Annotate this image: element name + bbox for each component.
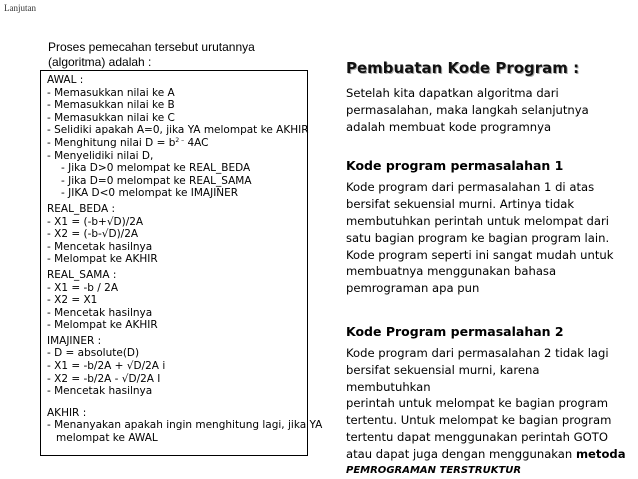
intro-line-1: Proses pemecahan tersebut urutannya: [48, 40, 255, 54]
branch-step: - Jika D=0 melompat ke REAL_SAMA: [61, 174, 252, 187]
paragraph-line: bersifat sekuensial murni. Artinya tidak: [346, 197, 575, 212]
imajiner-block: [47, 335, 301, 398]
branch-step: - JIKA D<0 melompat ke IMAJINER: [61, 187, 239, 200]
imajiner-step: - D = absolute(D): [47, 347, 140, 360]
paragraph-line: permasalahan, maka langkah selanjutnya: [346, 102, 589, 117]
paragraph-line: satu bagian program ke bagian program lain.: [346, 230, 610, 245]
paragraph-line: tertentu dapat menggunakan perintah GOTO: [346, 429, 608, 444]
section-2-paragraph: [346, 345, 626, 479]
paragraph-line: tertentu. Untuk melompat ke bagian program: [346, 413, 612, 428]
real-sama-step: - Mencetak hasilnya: [47, 306, 153, 319]
intro-paragraph: [346, 85, 626, 135]
discriminant-prefix: - Menghitung nilai D = b: [47, 136, 176, 149]
section-2-title: Kode Program permasalahan 2: [346, 323, 564, 339]
page-title: Pembuatan Kode Program :: [346, 59, 580, 77]
imajiner-step: - Mencetak hasilnya: [47, 385, 153, 398]
imajiner-step: - X1 = -b/2A + √D/2A i: [47, 360, 166, 373]
paragraph-line: pemrograman apa pun: [346, 281, 480, 296]
intro-line-2: (algoritma) adalah :: [48, 55, 152, 69]
paragraph-line: adalah membuat kode programnya: [346, 119, 552, 134]
real-sama-label: REAL_SAMA :: [47, 268, 117, 281]
real-sama-block: [47, 269, 301, 332]
paragraph-line: bersifat sekuensial murni, karena membutuhkan: [346, 362, 540, 394]
real-beda-label: REAL_BEDA :: [47, 202, 116, 215]
paragraph-line: membuatnya menggunakan bahasa: [346, 264, 557, 279]
emphasis-metoda: metoda: [575, 446, 626, 461]
real-beda-step: - X2 = (-b-√D)/2A: [47, 228, 139, 241]
investigate-step: - Menyelidiki nilai D,: [47, 149, 154, 162]
algorithm-box: [40, 70, 323, 456]
akhir-step-continued: melompat ke AWAL: [56, 432, 158, 445]
paragraph-line: Kode program seperti ini sangat mudah untuk: [346, 247, 614, 262]
right-column: [346, 58, 626, 479]
real-sama-step: - X1 = -b / 2A: [47, 281, 119, 294]
real-beda-step: - Melompat ke AKHIR: [47, 253, 158, 266]
awal-label: AWAL :: [47, 74, 84, 86]
discriminant-suffix: 4AC: [184, 136, 209, 149]
algorithm-intro: [48, 40, 308, 70]
akhir-label: AKHIR :: [47, 406, 87, 419]
paragraph-line-emphasis: [346, 446, 626, 463]
imajiner-label: IMAJINER :: [47, 334, 102, 347]
real-sama-step: - X2 = X1: [47, 294, 98, 307]
awal-step: - Memasukkan nilai ke C: [47, 111, 175, 124]
real-beda-block: [47, 203, 301, 266]
real-sama-step: - Melompat ke AKHIR: [47, 319, 158, 332]
paragraph-line: membutuhkan perintah untuk melompat dari: [346, 213, 609, 228]
slide-corner-label: Lanjutan: [4, 3, 36, 13]
emphasis-structured-programming: PEMROGRAMAN TERSTRUKTUR: [346, 464, 522, 476]
section-1-paragraph: [346, 179, 626, 297]
imajiner-step: - X2 = -b/2A - √D/2A I: [47, 372, 161, 385]
paragraph-line: perintah untuk melompat ke bagian program: [346, 396, 609, 411]
section-1-title: Kode program permasalahan 1: [346, 158, 564, 174]
akhir-step: - Menanyakan apakah ingin menghitung lagi, jika YA: [47, 419, 323, 432]
akhir-block: [47, 406, 323, 445]
awal-step: - Memasukkan nilai ke A: [47, 86, 175, 99]
paragraph-line: Kode program dari permasalahan 1 di atas: [346, 180, 595, 195]
paragraph-line: Setelah kita dapatkan algoritma dari: [346, 86, 559, 100]
discriminant-step: [47, 137, 301, 150]
real-beda-step: - Mencetak hasilnya: [47, 240, 153, 253]
paragraph-text: atau dapat juga dengan menggunakan: [346, 446, 576, 461]
branch-step: - Jika D>0 melompat ke REAL_BEDA: [61, 162, 251, 175]
awal-block: [47, 74, 309, 200]
real-beda-step: - X1 = (-b+√D)/2A: [47, 215, 144, 228]
awal-step: - Memasukkan nilai ke B: [47, 99, 175, 112]
paragraph-line: Kode program dari permasalahan 2 tidak lagi: [346, 345, 609, 360]
awal-step: - Selidiki apakah A=0, jika YA melompat ke AKHIR: [47, 124, 309, 137]
discriminant-superscript: 2 –: [175, 136, 185, 144]
